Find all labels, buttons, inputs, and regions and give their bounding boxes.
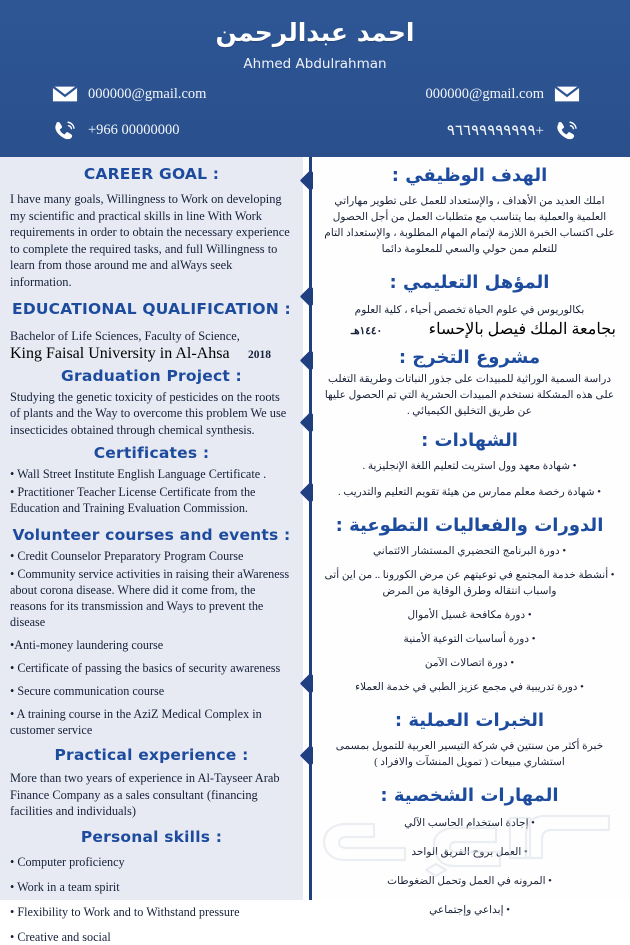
- list-item: • Credit Counselor Preparatory Program Course: [10, 549, 244, 563]
- section-heading-education: EDUCATIONAL QUALIFICATION :: [12, 300, 291, 318]
- list-item: • Work in a team spirit: [10, 879, 120, 894]
- list-item: • Flexibility to Work and to Withstand pressure: [10, 904, 240, 919]
- list-item: • شهادة رخصة معلم ممارس من هيئة تقويم التعليم والتدريب .: [338, 487, 601, 498]
- section-heading-graduation-project-ar: مشروع التخرج :: [398, 347, 541, 368]
- contact-block: [0, 82, 630, 154]
- arabic-column: [313, 157, 630, 916]
- list-item: • دورة البرنامج التحضيري المستشار الائتماني: [372, 546, 567, 557]
- contact-phone-right[interactable]: [447, 120, 580, 140]
- education-year: 2018: [248, 348, 271, 361]
- list-item: • Certificate of passing the basics of security awareness: [10, 661, 281, 675]
- personal-skills-list-ar: [323, 816, 616, 919]
- list-item: • دورة أساسيات التوعية الأمنية: [403, 634, 536, 645]
- certificates-list: [10, 466, 293, 516]
- section-heading-career-goal: CAREER GOAL :: [83, 165, 220, 183]
- english-column: [0, 157, 303, 944]
- list-item: • دورة اتصالات الآمن: [424, 658, 515, 669]
- email-left-text: 000000@gmail.com: [88, 85, 207, 102]
- list-item: • Computer proficiency: [10, 854, 125, 869]
- list-item: • Community service activities in raising their aWareness about corona disease. Where did it come from, the reasons for its transmission and Ways to prevent the disease: [10, 567, 290, 629]
- section-heading-certificates: Certificates :: [93, 444, 210, 462]
- envelope-icon: [554, 84, 580, 104]
- education-line-1-ar: بكالوريوس في علوم الحياة تخصص أحياء ، كلية العلوم: [354, 305, 585, 316]
- personal-skills-list: [10, 854, 293, 945]
- graduation-project-text-ar: دراسة السمية الوراثية للمبيدات على جذور النباتات وطريقة التغلب على هذه المشكلة نستخدم المبيدات الحشرية التي تم الحصول عليها عن طريق التخليق الكيميائي .: [324, 374, 615, 417]
- list-item: • Creative and social: [10, 929, 111, 944]
- candidate-name-arabic: احمد عبدالرحمن: [215, 18, 415, 47]
- cv-body: [0, 157, 630, 944]
- section-heading-practical-experience: Practical experience :: [54, 746, 249, 764]
- list-item: • العمل بروح الفريق الواحد: [411, 847, 528, 858]
- list-item: • إبداعي وإجتماعي: [429, 905, 510, 916]
- section-heading-career-goal-ar: الهدف الوظيفي :: [391, 165, 548, 186]
- phone-ringing-icon: [554, 120, 580, 140]
- divider-line: [309, 157, 312, 900]
- envelope-icon: [52, 84, 78, 104]
- cv-header: [0, 0, 630, 157]
- list-item: • A training course in the AziZ Medical Complex in customer service: [10, 707, 262, 737]
- career-goal-text: I have many goals, Willingness to Work on developing my scientific and practical skills in line With Work requirements in order to obtain the necessary experience to complete the required tasks, and full Willingness to learn from those around me and alWays seek information.: [10, 192, 290, 289]
- list-item: • دورة مكافحة غسيل الأموال: [407, 610, 532, 621]
- practical-experience-text-ar: خبرة أكثر من سنتين في شركة التيسير العربية للتمويل بمسمى استشاري مبيعات ( تمويل المنشآت والافراد ): [335, 741, 604, 768]
- section-heading-volunteer-ar: الدورات والفعاليات التطوعية :: [335, 515, 604, 536]
- list-item: • Secure communication course: [10, 684, 165, 698]
- list-item: • إجادة استخدام الحاسب الآلي: [404, 818, 535, 829]
- list-item: • Practitioner Teacher License Certificate from the Education and Training Evaluation Commission.: [10, 485, 256, 515]
- section-heading-practical-experience-ar: الخبرات العملية :: [394, 710, 545, 731]
- phone-left-text: +966 00000000: [88, 121, 180, 138]
- practical-experience-text: More than two years of experience in Al-Tayseer Arab Finance Company as a sales consultant (financing facilities and individuals): [10, 771, 280, 818]
- graduation-project-text: Studying the genetic toxicity of pesticides on the roots of plants and the Way to overcome this problem We use insecticides obtained through chemical synthesis.: [10, 389, 287, 437]
- list-item: • المرونه في العمل وتحمل الضغوطات: [387, 876, 552, 887]
- email-right-text: 000000@gmail.com: [425, 85, 544, 102]
- phone-ringing-icon: [52, 120, 78, 140]
- contact-email-right[interactable]: [426, 84, 580, 104]
- list-item: • شهادة معهد وول استريت لتعليم اللغة الإنجليزية .: [362, 461, 577, 472]
- contact-phone-left[interactable]: [52, 120, 180, 140]
- list-item: • Wall Street Institute English Language Certificate .: [10, 467, 267, 481]
- section-heading-certificates-ar: الشهادات :: [421, 430, 518, 451]
- section-heading-education-ar: المؤهل التعليمي :: [389, 272, 550, 293]
- candidate-name-english: Ahmed Abdulrahman: [243, 56, 387, 72]
- education-year-ar: ١٤٤٠هـ: [351, 326, 383, 337]
- list-item: •Anti-money laundering course: [10, 638, 164, 652]
- education-line-2: King Faisal University in Al-Ahsa: [10, 344, 230, 362]
- list-item: • دورة تدريبية في مجمع عزيز الطبي في خدمة العملاء: [355, 682, 584, 693]
- section-heading-volunteer: Volunteer courses and events :: [12, 526, 291, 544]
- education-line-2-row: [10, 345, 293, 363]
- section-heading-personal-skills: Personal skills :: [80, 827, 223, 846]
- phone-right-text: +٩٦٦٩٩٩٩٩٩٩٩: [446, 122, 544, 139]
- contact-email-left[interactable]: [52, 84, 206, 104]
- education-line-1: Bachelor of Life Sciences, Faculty of Science,: [10, 329, 240, 343]
- volunteer-list-ar: [323, 544, 616, 696]
- education-line-2-row-ar: [323, 319, 616, 339]
- volunteer-list: [10, 548, 293, 738]
- education-line-2-ar: بجامعة الملك فيصل بالإحساء: [428, 321, 616, 338]
- career-goal-text-ar: املك العديد من الأهداف ، والإستعداد للعمل على تطوير مهاراتي العلمية والعملية بما يتناسب مع متطلبات العمل من أجل الحصول على اكتساب الخبرة اللازمة لإتمام المهام المطلوبة ، والإستعداد التام للتعلم ممن حولي والسعي للمعلومة دائما: [324, 196, 615, 255]
- section-heading-graduation-project: Graduation Project :: [61, 366, 242, 385]
- list-item: • أنشطة خدمة المجتمع في توعيتهم عن مرض الكورونا .. من اين أتى واسباب انتقاله وطرق الوقاية من المرض: [324, 570, 615, 597]
- section-heading-personal-skills-ar: المهارات الشخصية :: [380, 785, 559, 806]
- certificates-list-ar: [323, 459, 616, 501]
